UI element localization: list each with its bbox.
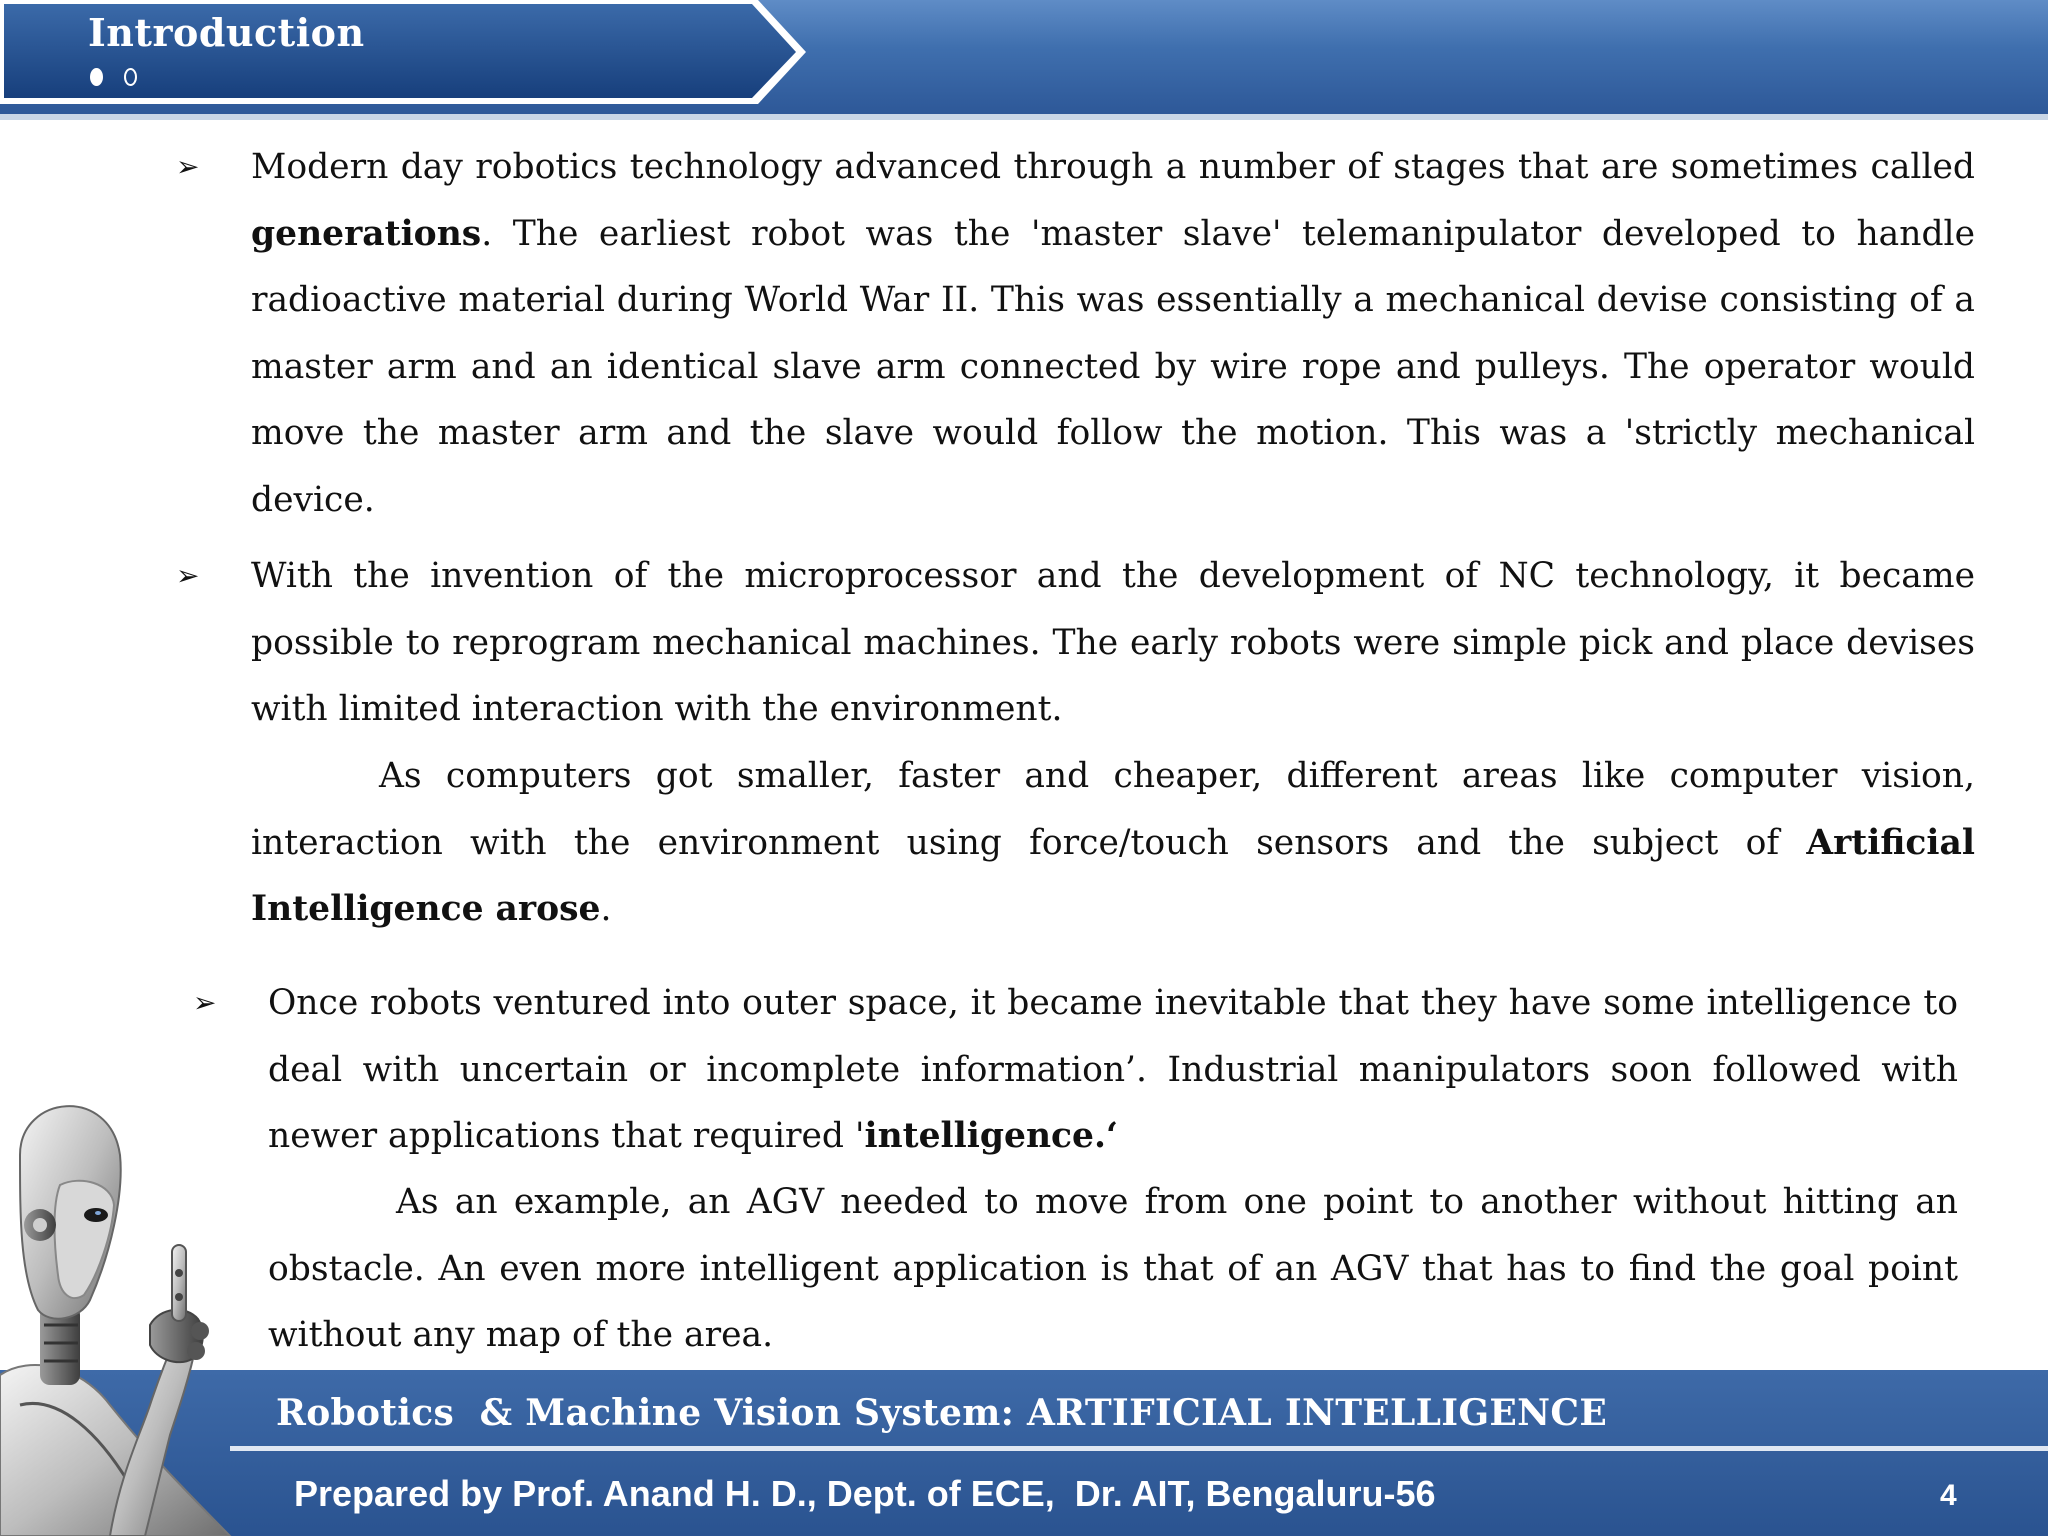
paragraph-text: .: [600, 889, 612, 929]
bullet-arrow-icon: ➢: [176, 150, 200, 183]
footer-divider-line: [230, 1446, 2048, 1451]
bold-term-generations: generations: [251, 213, 482, 254]
slide-title: Introduction: [88, 10, 365, 55]
footer-author-line: Prepared by Prof. Anand H. D., Dept. of ECE, Dr. AIT, Bengaluru-56: [294, 1473, 1436, 1514]
paragraph-text: Once robots ventured into outer space, it became inevitable that they have some intelligence to deal with uncertain or incomplete information’. Industrial manipulators soon followed with newer applications that required ': [268, 983, 1958, 1156]
paragraph-agv-example: As an example, an AGV needed to move from one point to another without hitting an obstacle. An even more intelligent application is that of an AGV that has to find the goal point without any map of the area.: [268, 1182, 1958, 1355]
bold-term-artificial-intelligence: Artificial Intelligence arose: [251, 822, 1975, 929]
footer-course-title: Robotics & Machine Vision System: ARTIFICIAL INTELLIGENCE: [276, 1392, 1608, 1434]
progress-dot-filled-icon: [90, 68, 103, 86]
bullet-arrow-icon: ➢: [193, 986, 217, 1019]
paragraph-text: . The earliest robot was the 'master slave' telemanipulator developed to handle radioactive material during World War II. This was essentially a mechanical devise consisting of a master arm and an identical slave arm connected by wire rope and pulleys. The operator would move the master arm and the slave would follow the motion. This was a 'strictly mechanical device.: [251, 213, 1975, 520]
paragraph-text: As computers got smaller, faster and cheaper, different areas like computer vision, interaction with the environment using force/touch sensors and the subject of: [251, 756, 1975, 863]
bullet-paragraph-generations: [251, 134, 1975, 533]
bullet-paragraph-outer-space: [268, 970, 1958, 1170]
bullet-arrow-icon: ➢: [176, 559, 200, 592]
humanoid-robot-illustration-icon: [0, 1075, 240, 1536]
paragraph-computers-ai: [251, 743, 1975, 943]
paragraph-text: Modern day robotics technology advanced through a number of stages that are sometimes called: [251, 147, 1975, 187]
bullet-paragraph-microprocessor: With the invention of the microprocessor and the development of NC technology, it became possible to reprogram mechanical machines. The early robots were simple pick and place devises with limited interaction with the environment.: [251, 556, 1975, 729]
progress-dot-empty-icon: [124, 68, 137, 86]
bold-term-intelligence: intelligence.‘: [864, 1116, 1119, 1156]
slide-page-number: 4: [1940, 1479, 1957, 1512]
header-separator-line: [0, 114, 2048, 120]
